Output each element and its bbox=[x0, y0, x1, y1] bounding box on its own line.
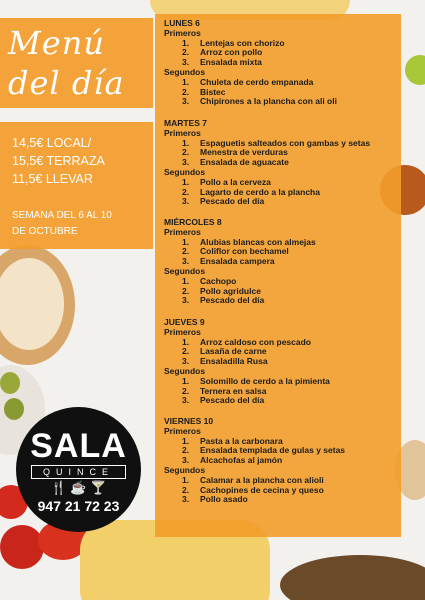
dish-name: Calamar a la plancha con alioli bbox=[200, 474, 324, 485]
dish-item bbox=[182, 147, 288, 157]
week-line-1: SEMANA DEL 6 AL 10 bbox=[12, 210, 112, 221]
dish-item bbox=[182, 157, 289, 167]
day-heading: MIÉRCOLES 8 bbox=[164, 217, 222, 227]
cocktail-icon: 🍸 bbox=[90, 480, 107, 495]
dish-number: 2. bbox=[182, 86, 190, 97]
logo-subtitle: QUINCE bbox=[31, 465, 126, 479]
dish-name: Pescado del día bbox=[200, 196, 265, 207]
dish-number: 2. bbox=[182, 186, 190, 197]
dish-item bbox=[182, 295, 264, 305]
dish-item bbox=[182, 276, 236, 286]
price-llevar: 11,5€ LLEVAR bbox=[12, 172, 93, 186]
dish-item bbox=[182, 246, 289, 256]
dish-name: Ternera en salsa bbox=[200, 385, 267, 396]
dish-name: Coliflor con bechamel bbox=[200, 246, 289, 257]
course-heading-segundos: Segundos bbox=[164, 167, 206, 177]
dish-name: Ensalada de aguacate bbox=[200, 157, 289, 168]
dish-name: Lagarto de cerdo a la plancha bbox=[200, 186, 320, 197]
price-terraza: 15,5€ TERRAZA bbox=[12, 154, 105, 168]
dish-item bbox=[182, 286, 261, 296]
course-heading-primeros: Primeros bbox=[164, 27, 201, 38]
dish-name: Alcachofas al jamón bbox=[200, 455, 283, 466]
dish-number: 2. bbox=[182, 47, 190, 58]
logo-icons bbox=[16, 480, 141, 496]
course-heading-primeros: Primeros bbox=[164, 127, 201, 138]
dish-name: Pescado del día bbox=[200, 295, 265, 306]
dish-number: 1. bbox=[182, 474, 190, 485]
dish-number: 1. bbox=[182, 176, 190, 187]
dish-item bbox=[182, 38, 285, 48]
dish-number: 2. bbox=[182, 147, 190, 158]
course-heading-primeros: Primeros bbox=[164, 326, 201, 337]
dish-item bbox=[182, 177, 271, 187]
phone-number: 947 21 72 23 bbox=[37, 498, 120, 514]
dish-name: Chipirones a la plancha con ali oli bbox=[200, 96, 337, 107]
day-heading: MARTES 7 bbox=[164, 118, 207, 128]
dish-item bbox=[182, 256, 275, 266]
dish-item bbox=[182, 356, 268, 366]
dish-item bbox=[182, 376, 330, 386]
course-heading-segundos: Segundos bbox=[164, 266, 206, 276]
dish-number: 1. bbox=[182, 375, 190, 386]
dish-number: 1. bbox=[182, 435, 190, 446]
dish-name: Ensaladilla Rusa bbox=[200, 356, 268, 367]
menu-panel bbox=[155, 14, 401, 537]
course-heading-primeros: Primeros bbox=[164, 425, 201, 436]
dish-item bbox=[182, 196, 264, 206]
cup-icon: ☕ bbox=[70, 480, 87, 495]
dish-item bbox=[182, 47, 262, 57]
dish-number: 3. bbox=[182, 395, 190, 406]
dish-name: Arroz caldoso con pescado bbox=[200, 336, 311, 347]
dish-number: 1. bbox=[182, 137, 190, 148]
dish-name: Pollo a la cerveza bbox=[200, 176, 271, 187]
dish-item bbox=[182, 77, 313, 87]
lime-decoration bbox=[405, 55, 425, 85]
dish-name: Ensalada mixta bbox=[200, 57, 262, 68]
dish-name: Lasaña de carne bbox=[200, 346, 267, 357]
sala-quince-logo bbox=[16, 407, 141, 532]
logo-name: SALA bbox=[30, 427, 127, 465]
dish-item bbox=[182, 395, 264, 405]
dish-name: Chuleta de cerdo empanada bbox=[200, 76, 314, 87]
olive-decoration bbox=[4, 398, 24, 420]
dish-item bbox=[182, 337, 311, 347]
dish-item bbox=[182, 475, 324, 485]
dish-name: Pescado del día bbox=[200, 395, 265, 406]
dish-item bbox=[182, 436, 283, 446]
dish-number: 3. bbox=[182, 256, 190, 267]
title-panel bbox=[0, 18, 153, 108]
course-heading-segundos: Segundos bbox=[164, 366, 206, 376]
dish-number: 3. bbox=[182, 494, 190, 505]
dish-name: Solomillo de cerdo a la pimienta bbox=[200, 375, 330, 386]
dish-item bbox=[182, 237, 316, 247]
dish-number: 2. bbox=[182, 246, 190, 257]
course-heading-segundos: Segundos bbox=[164, 465, 206, 475]
dish-number: 2. bbox=[182, 484, 190, 495]
dish-number: 3. bbox=[182, 196, 190, 207]
dish-number: 3. bbox=[182, 57, 190, 68]
dish-number: 2. bbox=[182, 385, 190, 396]
dish-number: 3. bbox=[182, 295, 190, 306]
dish-name: Menestra de verduras bbox=[200, 147, 288, 158]
bowl-decoration bbox=[280, 555, 425, 600]
dish-name: Pollo asado bbox=[200, 494, 248, 505]
dish-number: 3. bbox=[182, 455, 190, 466]
dish-name: Pasta a la carbonara bbox=[200, 435, 283, 446]
price-panel bbox=[0, 122, 153, 249]
dish-item bbox=[182, 138, 370, 148]
day-heading: VIERNES 10 bbox=[164, 416, 214, 426]
dish-item bbox=[182, 494, 248, 504]
dish-name: Ensalada campera bbox=[200, 256, 275, 267]
dish-item bbox=[182, 455, 282, 465]
dish-number: 1. bbox=[182, 336, 190, 347]
dish-number: 1. bbox=[182, 37, 190, 48]
dish-name: Cachopo bbox=[200, 275, 237, 286]
dish-number: 2. bbox=[182, 285, 190, 296]
tomato-decoration bbox=[0, 525, 44, 569]
day-heading: LUNES 6 bbox=[164, 18, 200, 28]
dish-item bbox=[182, 96, 337, 106]
dish-item bbox=[182, 485, 324, 495]
dish-name: Arroz con pollo bbox=[200, 47, 263, 58]
dish-item bbox=[182, 386, 266, 396]
dish-number: 2. bbox=[182, 346, 190, 357]
dish-name: Lentejas con chorizo bbox=[200, 37, 285, 48]
dish-number: 2. bbox=[182, 445, 190, 456]
dish-name: Ensalada templada de gulas y setas bbox=[200, 445, 346, 456]
course-heading-primeros: Primeros bbox=[164, 226, 201, 237]
dish-number: 3. bbox=[182, 356, 190, 367]
dish-number: 3. bbox=[182, 157, 190, 168]
dish-number: 1. bbox=[182, 236, 190, 247]
dish-name: Bistec bbox=[200, 86, 226, 97]
dish-item bbox=[182, 187, 320, 197]
course-heading-segundos: Segundos bbox=[164, 67, 206, 77]
price-local: 14,5€ LOCAL/ bbox=[12, 136, 92, 150]
day-heading: JUEVES 9 bbox=[164, 317, 205, 327]
week-line-2: DE OCTUBRE bbox=[12, 226, 78, 237]
olive-decoration bbox=[0, 372, 20, 394]
dish-name: Pollo agridulce bbox=[200, 285, 261, 296]
dish-number: 3. bbox=[182, 96, 190, 107]
dish-item bbox=[182, 346, 267, 356]
dish-number: 1. bbox=[182, 76, 190, 87]
dish-number: 1. bbox=[182, 275, 190, 286]
dish-item bbox=[182, 57, 262, 67]
fork-knife-icon: 🍴 bbox=[50, 480, 67, 495]
title-line-1: Menú bbox=[8, 24, 105, 62]
title-line-2: del día bbox=[8, 64, 125, 102]
dish-item bbox=[182, 445, 345, 455]
dish-name: Espaguetis salteados con gambas y setas bbox=[200, 137, 371, 148]
dish-item bbox=[182, 87, 226, 97]
dish-name: Alubias blancas con almejas bbox=[200, 236, 316, 247]
dish-name: Cachopines de cecina y queso bbox=[200, 484, 324, 495]
